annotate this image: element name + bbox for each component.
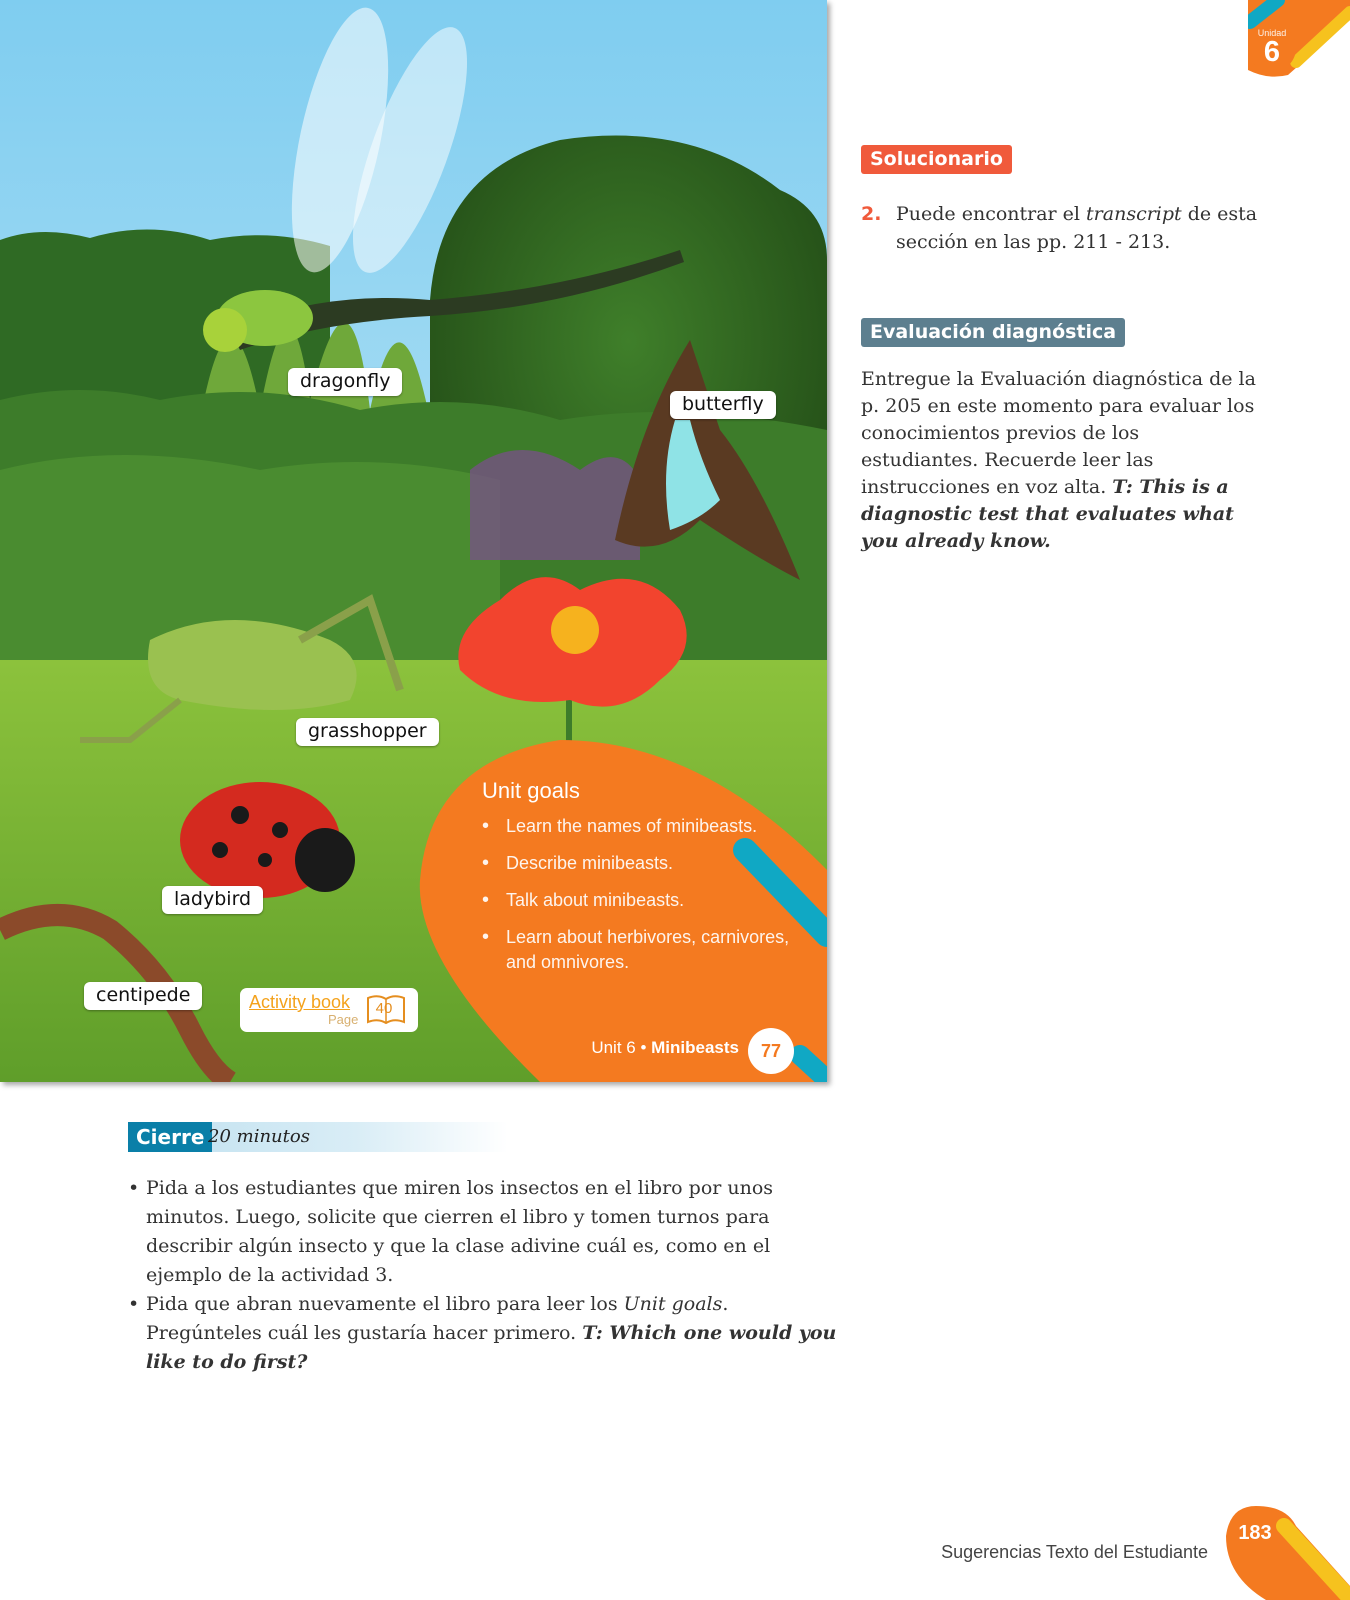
- cierre-item-1: • Pida a los estudiantes que miren los insectos en el libro por unos minutos. Luego, solicite que cierren el libro y tomen turnos para describir algún insecto y que la clase adivine cuál es, como en el ejemplo de la actividad 3.: [128, 1174, 840, 1290]
- cierre-list: [128, 1174, 840, 1377]
- unit-goals: [482, 778, 802, 987]
- solucionario-text: [896, 200, 1281, 256]
- unit-goals-title: Unit goals: [482, 778, 580, 803]
- cierre-item-2: [128, 1290, 840, 1377]
- cierre-item-2-em: Unit goals: [623, 1293, 723, 1315]
- label-butterfly: butterfly: [670, 391, 776, 419]
- activity-book-link[interactable]: [240, 988, 418, 1032]
- unit-goal-item: • Talk about minibeasts.: [482, 888, 802, 913]
- page-footer-text: Sugerencias Texto del Estudiante: [941, 1542, 1208, 1562]
- unit-goal-item: • Describe minibeasts.: [482, 851, 802, 876]
- unit-badge-label: Unidad: [1257, 28, 1287, 38]
- page-number: 183: [1238, 1522, 1272, 1544]
- activity-book-page-word: Page: [328, 1012, 359, 1027]
- unit-goal-item: • Learn about herbivores, carnivores, and omnivores.: [482, 925, 802, 975]
- unit-footer-title: Minibeasts: [651, 1038, 739, 1057]
- label-dragonfly: dragonfly: [288, 368, 402, 396]
- student-page-scene: [0, 0, 827, 1082]
- solucionario-number: 2.: [861, 203, 882, 225]
- evaluacion-heading: Evaluación diagnóstica: [861, 318, 1125, 347]
- label-grasshopper: grasshopper: [296, 718, 439, 746]
- evaluacion-text: [861, 366, 1256, 555]
- evaluacion-body: Entregue la Evaluación diagnóstica de la p. 205 en este momento para evaluar los conocimientos previos de los estudiantes. Recuerde leer las instrucciones en voz alta.: [861, 368, 1256, 498]
- cierre-item-2-teacher: T: Which one would you like to do first?: [146, 1322, 837, 1373]
- unit-goal-item: • Learn the names of minibeasts.: [482, 814, 802, 839]
- solucionario-text-pre: Puede encontrar el: [896, 203, 1087, 225]
- unit-badge: [1248, 24, 1296, 72]
- evaluacion-teacher-line: T: This is a diagnostic test that evaluates what you already know.: [861, 476, 1234, 552]
- solucionario-item: [861, 200, 1281, 256]
- activity-book-label[interactable]: Activity book: [249, 992, 351, 1012]
- unit-goals-list: [482, 814, 802, 975]
- cierre-heading-bar: [128, 1122, 508, 1152]
- unit-footer: [591, 1038, 739, 1058]
- unit-badge-number: 6: [1263, 36, 1281, 68]
- cierre-minutes: 20 minutos: [208, 1126, 310, 1147]
- unit-footer-bullet: •: [635, 1038, 652, 1057]
- student-page-number: 77: [748, 1028, 794, 1074]
- solucionario-text-post: de esta sección en las pp. 211 - 213.: [896, 203, 1258, 253]
- cierre-title: Cierre: [128, 1122, 212, 1152]
- unit-footer-unit: Unit 6: [591, 1038, 636, 1057]
- solucionario-heading: Solucionario: [861, 145, 1012, 174]
- solucionario-text-em: transcript: [1086, 203, 1182, 225]
- cierre-item-2-pre: Pida que abran nuevamente el libro para leer los: [146, 1293, 624, 1315]
- cierre-item-2-post: . Pregúnteles cuál les gustaría hacer primero.: [146, 1293, 729, 1344]
- label-ladybird: ladybird: [162, 886, 263, 914]
- label-centipede: centipede: [84, 982, 202, 1010]
- activity-book-page-number: 40: [375, 1000, 393, 1017]
- page-corner-decoration: [1226, 1506, 1350, 1600]
